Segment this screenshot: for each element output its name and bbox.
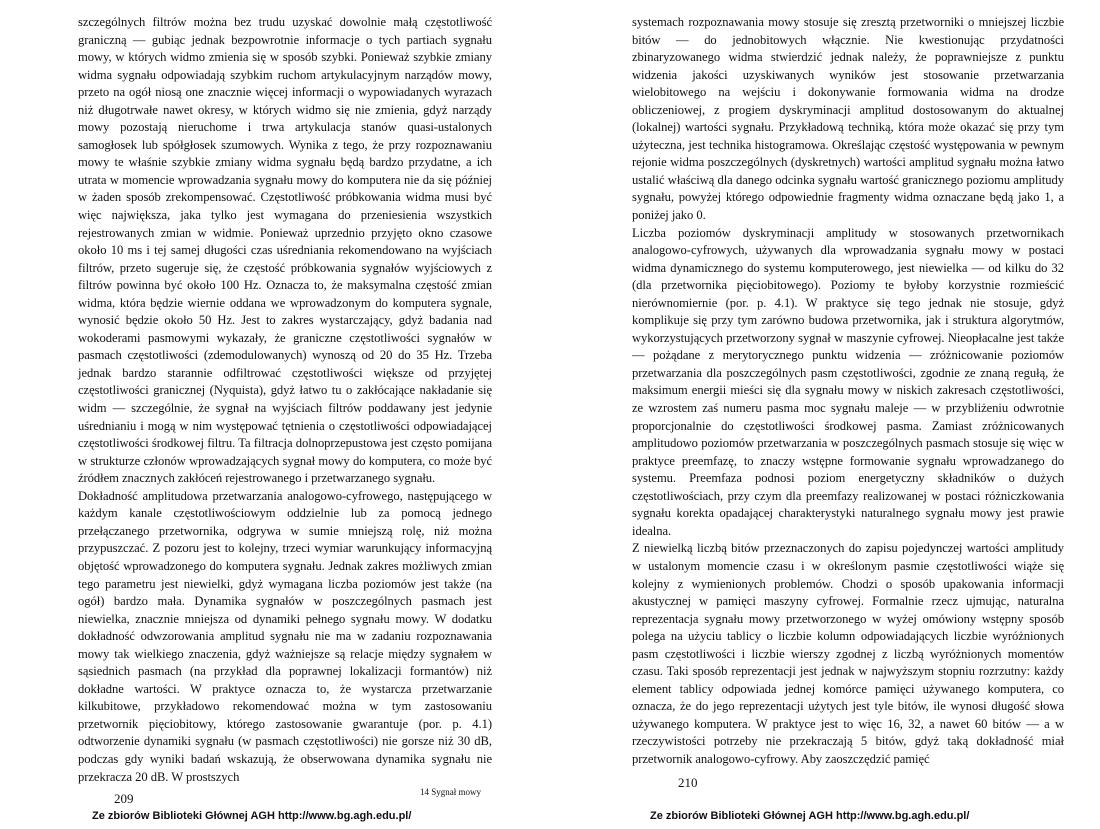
right-paragraph-2: Liczba poziomów dyskryminacji amplitudy w stosowanych przetwornikach analogowo-cyfrowych, używanych dla wprowadzania sygnału mowy w postaci widma dynamicznego do systemu komputerowego, jest niewielka — od kilku do 32 (dla przetwornika pięciobitowego). Poziomy te byłoby korzystnie rozmieścić nierównomiernie (por. p. 4.1). W praktyce się tego jednak nie stosuje, gdyż komplikuje się przy tym zarówno budowa przetwornika, jak i struktura algorytmów, wykorzystujących przetworzony sygnał w maszynie cyfrowej. Nieopłacalne jest także — pożądane z merytorycznego punktu widzenia — zróżnicowanie poziomów przetwarzania dla poszczególnych pasm częstotliwości, zgodnie ze znaną regułą, że maksimum energii mieści się dla sygnału mowy w niskich zakresach częstotliwości, ze wzrostem zaś numeru pasma moc sygnału maleje — w przybliżeniu odwrotnie proporcjonalnie do częstotliwości środkowej pasma. Zamiast zróżnicowanych amplitudowo poziomów przetwarzania w poszczególnych pasmach stosuje się więc w praktyce preemfazę, to znaczy wstępne formowanie sygnału wprowadzanego do systemu. Preemfaza podnosi poziom energetyczny składników o dużych częstotliwościach, przy czym dla preemfazy realizowanej w postaci różniczkowania sygnału korekta opadającej charakterystyki naturalnego sygnału mowy jest prawie idealna. (632, 225, 1064, 538)
left-paragraph-1: szczególnych filtrów można bez trudu uzyskać dowolnie małą częstotliwość graniczną — gubiąc jednak bezpowrotnie informacje o tych partiach sygnału mowy, w których widmo zmienia się w sposób szybki. Ponieważ szybkie zmiany widma sygnału odpowiadają szybkim ruchom artykulacyjnym narządów mowy, przeto na ogół niosą one znacznie więcej informacji o wypowiadanych wyrazach niż długotrwałe nawet okresy, w których widmo się nie zmienia, gdyż narządy mowy pozostają nieruchome i trwa artykulacja stanów quasi-ustalonych samogłosek lub spółgłosek szumowych. Wynika z tego, że przy rozpoznawaniu mowy te właśnie szybkie zmiany widma sygnału będą bardzo przydatne, a ich utrata w momencie wprowadzania sygnału mowy do komputera nie da się później w żaden sposób zrekompensować. Częstotliwość próbkowania widma musi być więc największa, jaka tylko jest wymagana do przeniesienia wszystkich rejestrowanych zmian w widmie. Ponieważ uprzednio przyjęto okno czasowe około 10 ms i tej samej długości czas uśredniania rekomendowano na wyjściach filtrów, przeto sugeruje się, że częstość próbkowania sygnałów wyjściowych z filtrów powinna być około 100 Hz. Oznacza to, że maksymalna częstość zmian widma, która będzie wiernie oddana we wprowadzonym do komputera sygnale, wynosić będzie około 50 Hz. Jest to zakres wystarczający, gdyż badania nad wokoderami pasmowymi wykazały, że graniczne częstotliwości sygnałów w pasmach częstotliwości (zdemodulowanych) wynoszą od 20 do 35 Hz. Trzeba jednak bardzo starannie odfiltrować częstotliwości większe od przyjętej częstotliwości granicznej (Nyquista), gdyż łatwo tu o zakłócające nakładanie się widm — szczególnie, że sygnał na wyjściach filtrów poddawany jest jedynie uśrednianiu i mogą w nim występować tętnienia o częstotliwości odpowiadającej częstotliwości środkowej filtru. Ta filtracja dolnoprzepustowa jest często pomijana w strukturze członów wprowadzających sygnał mowy do komputera, co może być źródłem znacznych zakłóceń rejestrowanego i przetwarzanego sygnału. (78, 15, 492, 486)
right-paragraph-1: systemach rozpoznawania mowy stosuje się zresztą przetworniki o mniejszej liczbie bitów — do jednobitowych włącznie. Nie kwestionując przydatności zbinaryzowanego widma stwierdzić jednak należy, że poprawniejsze z punktu widzenia jakości uzyskiwanych wyników jest stosowanie przetwarzania wielobitowego na wejściu i dokonywanie formowania widma na drodze obliczeniowej, z progiem dyskryminacji amplitud dostosowanym do aktualnej (lokalnej) wartości sygnału. Przykładową techniką, która może okazać się przy tym użyteczna, jest technika histogramowa. Określając częstość występowania w pewnym rejonie widma poszczególnych (dyskretnych) wartości amplitud sygnału można łatwo ustalić właściwą dla danego odcinka sygnału wartość granicznego poziomu amplitudy sygnału, powyżej którego odpowiednie fragmenty widma oznaczane będą jako 1, a poniżej jako 0. (632, 15, 1064, 223)
left-page-number: 209 (114, 791, 134, 806)
left-paragraph-2: Dokładność amplitudowa przetwarzania analogowo-cyfrowego, następującego w każdym kanale częstotliwościowym oddzielnie lub za pomocą jednego przełączanego przetwornika, odgrywa w sumie mniejszą rolę, niż można przypuszczać. Z pozoru jest to kolejny, trzeci wymiar warunkujący informacyjną objętość wprowadzonego do komputera sygnału. Jednak zakres możliwych zmian tego parametru jest niewielki, gdyż wymagana liczba poziomów jest także (na ogół) bardzo mała. Dynamika sygnałów w poszczególnych pasmach jest niewielka, znacznie mniejsza od dynamiki pełnego sygnału mowy. W dodatku dokładność odwzorowania amplitud sygnału nie ma w zadaniu rozpoznawania mowy tak wielkiego znaczenia, gdyż ważniejsze są relacje między sygnałem w sąsiednich pasmach (na przykład dla poprawnej lokalizacji formantów) niż dokładne wartości. W praktyce oznacza to, że wystarcza przetwarzanie kilkubitowe, przykładowo rekomendować można w tym zastosowaniu przetwornik pięciobitowy, którego zastosowanie gwarantuje (por. p. 4.1) odtworzenie dynamiki sygnału (w pasmach częstotliwości) nie gorsze niż 30 dB, podczas gdy wyniki badań wskazują, że obserwowana dynamika sygnału nie przekracza 20 dB. W prostszych (78, 488, 492, 784)
right-page-number: 210 (678, 775, 698, 790)
running-foot: 14 Sygnał mowy (420, 787, 482, 797)
right-paragraph-3: Z niewielką liczbą bitów przeznaczonych do zapisu pojedynczej wartości amplitudy w ustalonym momencie czasu i w określonym pasmie częstotliwości wiąże się kolejny z wymienionych problemów. Chodzi o sposób upakowania informacji akustycznej w pamięci maszyny cyfrowej. Formalnie rzecz ujmując, naturalna reprezentacja sygnału mowy przetworzonego w wyżej omówiony wstępny sposób polega na użyciu tablicy o liczbie kolumn odpowiadających liczbie wyróżnionych pasm częstotliwości i liczbie wierszy zgodnej z liczbą wyróżnionych momentów czasu. Taki sposób reprezentacji jest jednak w najwyższym stopniu rozrzutny: każdy element tablicy odpowiada jednej komórce pamięci używanego komputera, co oznacza, że do jego reprezentacji użytych jest tyle bitów, ile wynosi długość słowa używanego komputera. W praktyce jest to więc 16, 32, a nawet 60 bitów — a w rzeczywistości potrzeby nie przekraczają 5 bitów, gdyż taką dokładność miał przetwornik analogowo-cyfrowy. Aby zaoszczędzić pamięć (632, 541, 1064, 766)
left-page-body (78, 14, 492, 786)
right-page (550, 0, 1100, 829)
left-source-credit: Ze zbiorów Biblioteki Głównej AGH http://www.bg.agh.edu.pl/ (92, 810, 412, 822)
right-source-credit: Ze zbiorów Biblioteki Głównej AGH http://www.bg.agh.edu.pl/ (650, 810, 970, 822)
right-page-body (632, 14, 1064, 769)
